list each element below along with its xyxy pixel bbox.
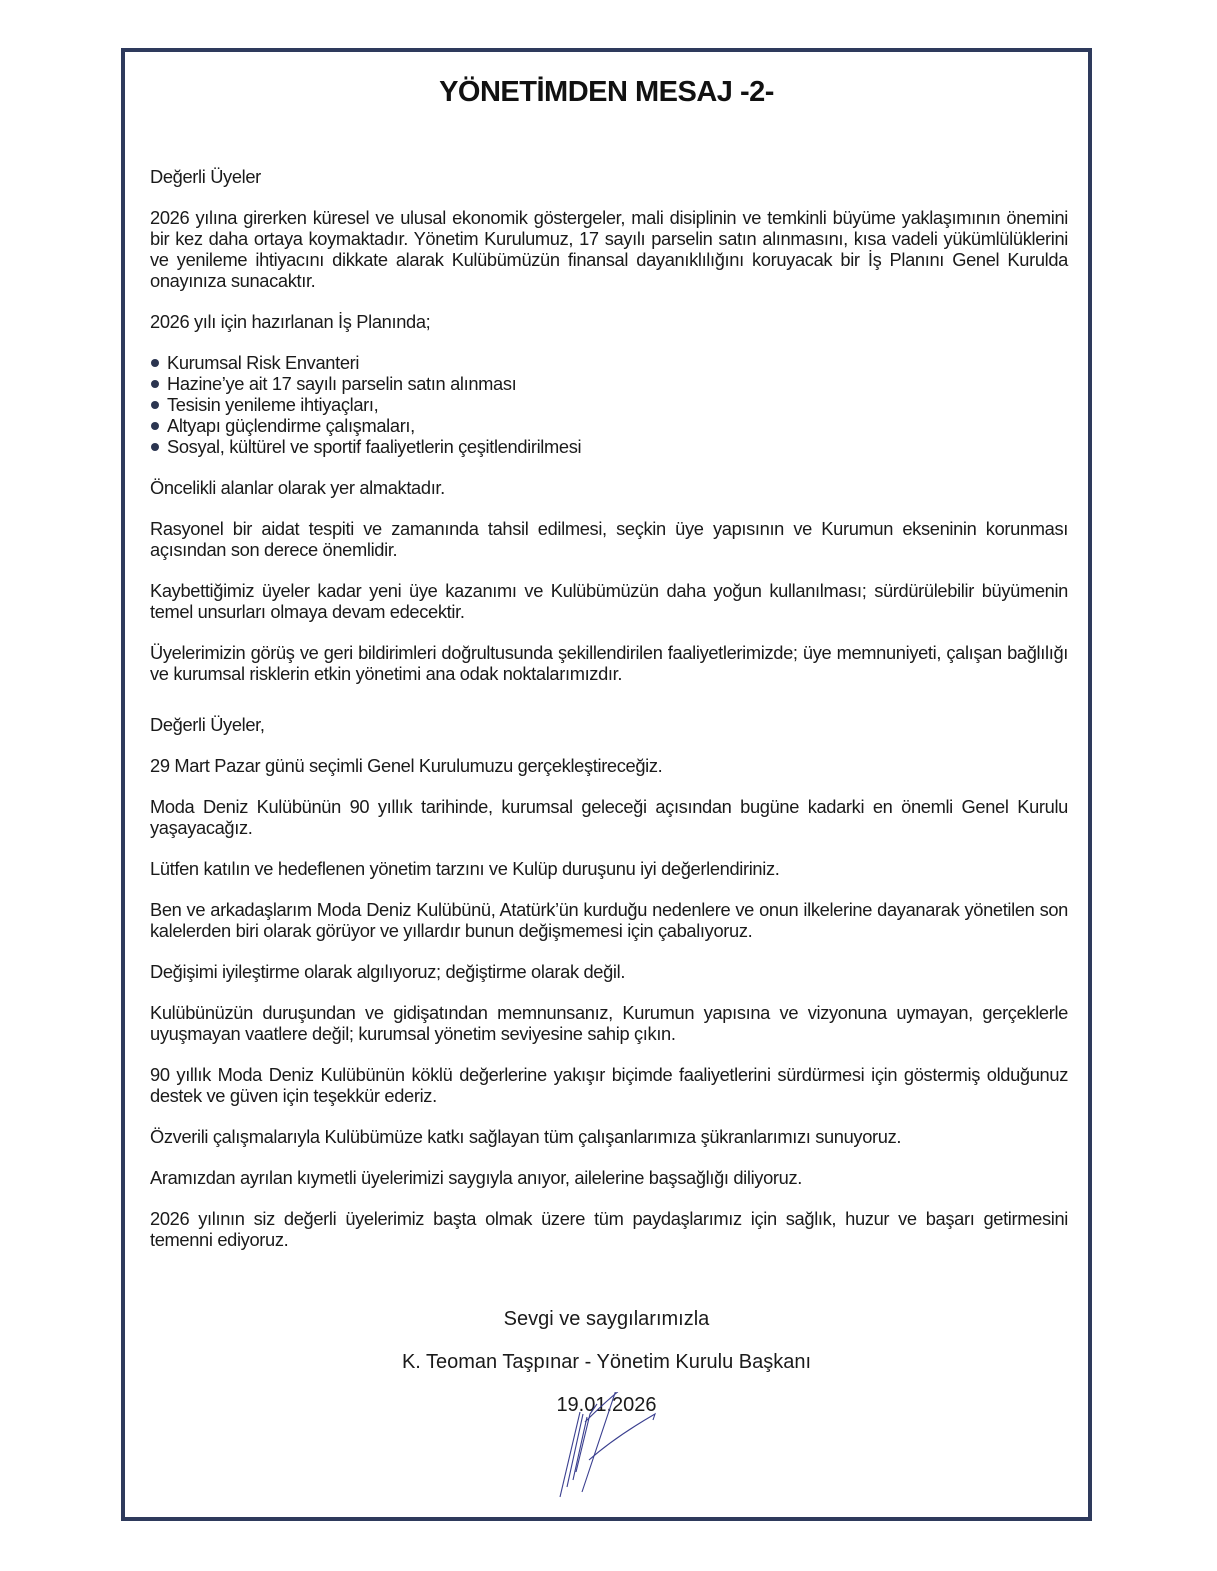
- bullet-icon: [151, 401, 159, 409]
- signature-icon: [545, 1392, 705, 1522]
- bullet-icon: [151, 359, 159, 367]
- paragraph: Rasyonel bir aidat tespiti ve zamanında tahsil edilmesi, seçkin üye yapısının ve Kurumun ekseninin korunması açısından son derece önemlidir.: [150, 518, 1068, 560]
- paragraph: Öncelikli alanlar olarak yer almaktadır.: [150, 477, 445, 498]
- bullet-icon: [151, 443, 159, 451]
- paragraph: 29 Mart Pazar günü seçimli Genel Kurulumuzu gerçekleştireceğiz.: [150, 755, 663, 776]
- salutation: Değerli Üyeler,: [150, 714, 265, 735]
- list-item: Tesisin yenileme ihtiyaçları,: [150, 394, 1068, 415]
- paragraph: Kaybettiğimiz üyeler kadar yeni üye kazanımı ve Kulübümüzün daha yoğun kullanılması; sürdürülebilir büyümenin temel unsurları olmaya devam edecektir.: [150, 580, 1068, 622]
- letter-date: 19.01.2026: [556, 1394, 657, 1416]
- plan-list: [150, 352, 1068, 457]
- bullet-icon: [151, 422, 159, 430]
- paragraph: 2026 yılının siz değerli üyelerimiz başta olmak üzere tüm paydaşlarımız için sağlık, huzur ve başarı getirmesini temenni ediyoruz.: [150, 1208, 1068, 1250]
- letter-body: [150, 166, 1068, 1270]
- paragraph: Özverili çalışmalarıyla Kulübümüze katkı sağlayan tüm çalışanlarımıza şükranlarımızı sunuyoruz.: [150, 1126, 902, 1147]
- paragraph: Moda Deniz Kulübünün 90 yıllık tarihinde, kurumsal geleceği açısından bugüne kadarki en önemli Genel Kurulu yaşayacağız.: [150, 796, 1068, 838]
- paragraph: Ben ve arkadaşlarım Moda Deniz Kulübünü, Atatürk’ün kurduğu nedenlere ve onun ilkelerine dayanarak yönetilen son kalelerden biri olarak görüyor ve yıllardır bunun değişmemesi için çabalıyoruz.: [150, 899, 1068, 941]
- paragraph: Aramızdan ayrılan kıymetli üyelerimizi saygıyla anıyor, ailelerine başsağlığı diliyoruz.: [150, 1167, 802, 1188]
- list-item: Altyapı güçlendirme çalışmaları,: [150, 415, 1068, 436]
- paragraph: Lütfen katılın ve hedeflenen yönetim tarzını ve Kulüp duruşunu iyi değerlendiriniz.: [150, 858, 780, 879]
- paragraph: 2026 yılına girerken küresel ve ulusal ekonomik göstergeler, mali disiplinin ve temkinli büyüme yaklaşımının önemini bir kez daha ortaya koymaktadır. Yönetim Kurulumuz, 17 sayılı parselin satın alınmasını, kısa vadeli yükümlülüklerini ve yenileme ihtiyacını dikkate alarak Kulübümüzün finansal dayanıklılığını koruyacak bir İş Planını Genel Kurulda onayınıza sunacaktır.: [150, 207, 1068, 291]
- bullet-icon: [151, 380, 159, 388]
- paragraph: Kulübünüzün duruşundan ve gidişatından memnunsanız, Kurumun yapısına ve vizyonuna uymayan, gerçeklerle uyuşmayan vaatlere değil; kurumsal yönetim seviyesine sahip çıkın.: [150, 1002, 1068, 1044]
- list-item: Kurumsal Risk Envanteri: [150, 352, 1068, 373]
- paragraph: 2026 yılı için hazırlanan İş Planında;: [150, 311, 431, 332]
- paragraph: 90 yıllık Moda Deniz Kulübünün köklü değerlerine yakışır biçimde faaliyetlerini sürdürmesi için göstermiş olduğunuz destek ve güven için teşekkür ederiz.: [150, 1064, 1068, 1106]
- page-title: YÖNETİMDEN MESAJ -2-: [439, 76, 774, 108]
- signatory-name: K. Teoman Taşpınar - Yönetim Kurulu Başkanı: [401, 1351, 812, 1373]
- regards-text: Sevgi ve saygılarımızla: [503, 1308, 710, 1330]
- list-item: Sosyal, kültürel ve sportif faaliyetlerin çeşitlendirilmesi: [150, 436, 1068, 457]
- document-frame: [121, 48, 1092, 1521]
- paragraph: Değişimi iyileştirme olarak algılıyoruz; değiştirme olarak değil.: [150, 961, 626, 982]
- salutation: Değerli Üyeler: [150, 166, 261, 187]
- list-item: Hazine’ye ait 17 sayılı parselin satın alınması: [150, 373, 1068, 394]
- paragraph: Üyelerimizin görüş ve geri bildirimleri doğrultusunda şekillendirilen faaliyetlerimizde; üye memnuniyeti, çalışan bağlılığı ve kurumsal risklerin etkin yönetimi ana odak noktalarımızdır.: [150, 642, 1068, 684]
